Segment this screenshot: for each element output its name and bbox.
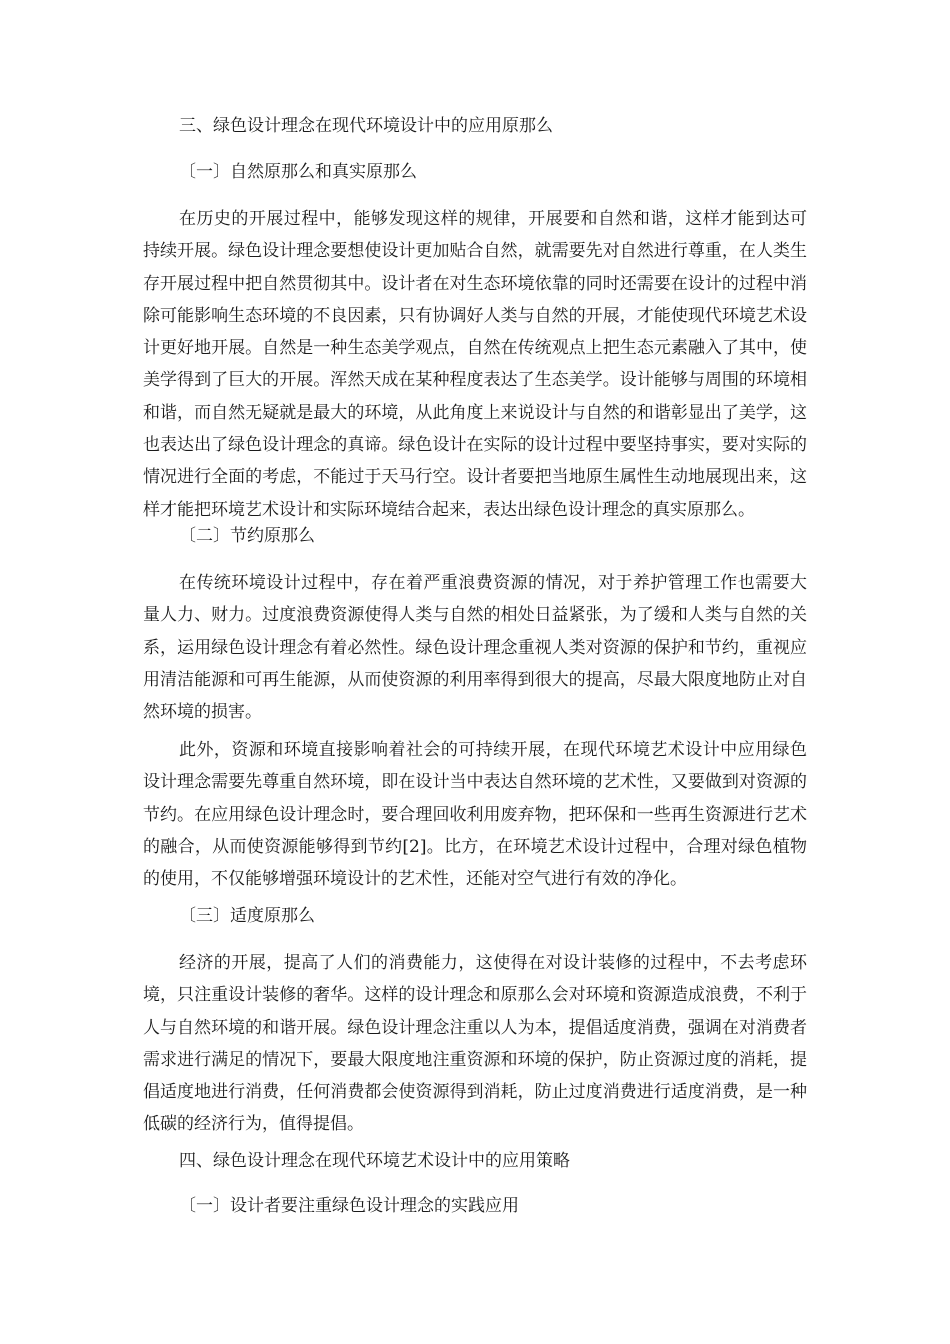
- paragraph-saving-principle-2: 此外，资源和环境直接影响着社会的可持续开展，在现代环境艺术设计中应用绿色设计理念需要先尊重自然环境，即在设计当中表达自然环境的艺术性，又要做到对资源的节约。在应用绿色设计理念时，要合理回收利用废弃物，把环保和一些再生资源进行艺术的融合，从而使资源能够得到节约[2]。比方，在环境艺术设计过程中，合理对绿色植物的使用，不仅能够增强环境设计的艺术性，还能对空气进行有效的净化。: [143, 740, 807, 890]
- subsection-heading-3-3: 〔三〕适度原那么: [179, 906, 315, 926]
- subsection-heading-3-2: 〔二〕节约原那么: [179, 526, 315, 546]
- section-heading-3: 三、绿色设计理念在现代环境设计中的应用原那么: [179, 116, 553, 136]
- paragraph-moderate-principle: 经济的开展，提高了人们的消费能力，这使得在对设计装修的过程中，不去考虑环境，只注重设计装修的奢华。这样的设计理念和原那么会对环境和资源造成浪费，不利于人与自然环境的和谐开展。绿色设计理念注重以人为本，提倡适度消费，强调在对消费者需求进行满足的情况下，要最大限度地注重资源和环境的保护，防止资源过度的消耗，提倡适度地进行消费，任何消费都会使资源得到消耗，防止过度消费进行适度消费，是一种低碳的经济行为，值得提倡。: [143, 953, 807, 1135]
- paragraph-natural-principle: 在历史的开展过程中，能够发现这样的规律，开展要和自然和谐，这样才能到达可持续开展。绿色设计理念要想使设计更加贴合自然，就需要先对自然进行尊重，在人类生存开展过程中把自然贯彻其中。设计者在对生态环境依靠的同时还需要在设计的过程中消除可能影响生态环境的不良因素，只有协调好人类与自然的开展，才能使现代环境艺术设计更好地开展。自然是一种生态美学观点，自然在传统观点上把生态元素融入了其中，使美学得到了巨大的开展。浑然天成在某种程度表达了生态美学。设计能够与周围的环境相和谐，而自然无疑就是最大的环境，从此角度上来说设计与自然的和谐彰显出了美学，这也表达出了绿色设计理念的真谛。绿色设计在实际的设计过程中要坚持事实，要对实际的情况进行全面的考虑，不能过于天马行空。设计者要把当地原生属性生动地展现出来，这样才能把环境艺术设计和实际环境结合起来，表达出绿色设计理念的真实原那么。: [143, 209, 807, 520]
- subsection-heading-4-1: 〔一〕设计者要注重绿色设计理念的实践应用: [179, 1196, 519, 1216]
- paragraph-saving-principle-1: 在传统环境设计过程中，存在着严重浪费资源的情况，对于养护管理工作也需要大量人力、财力。过度浪费资源使得人类与自然的相处日益紧张，为了缓和人类与自然的关系，运用绿色设计理念有着必然性。绿色设计理念重视人类对资源的保护和节约，重视应用清洁能源和可再生能源，从而使资源的利用率得到很大的提高，尽最大限度地防止对自然环境的损害。: [143, 573, 807, 723]
- subsection-heading-3-1: 〔一〕自然原那么和真实原那么: [179, 162, 417, 182]
- section-heading-4: 四、绿色设计理念在现代环境艺术设计中的应用策略: [179, 1151, 570, 1171]
